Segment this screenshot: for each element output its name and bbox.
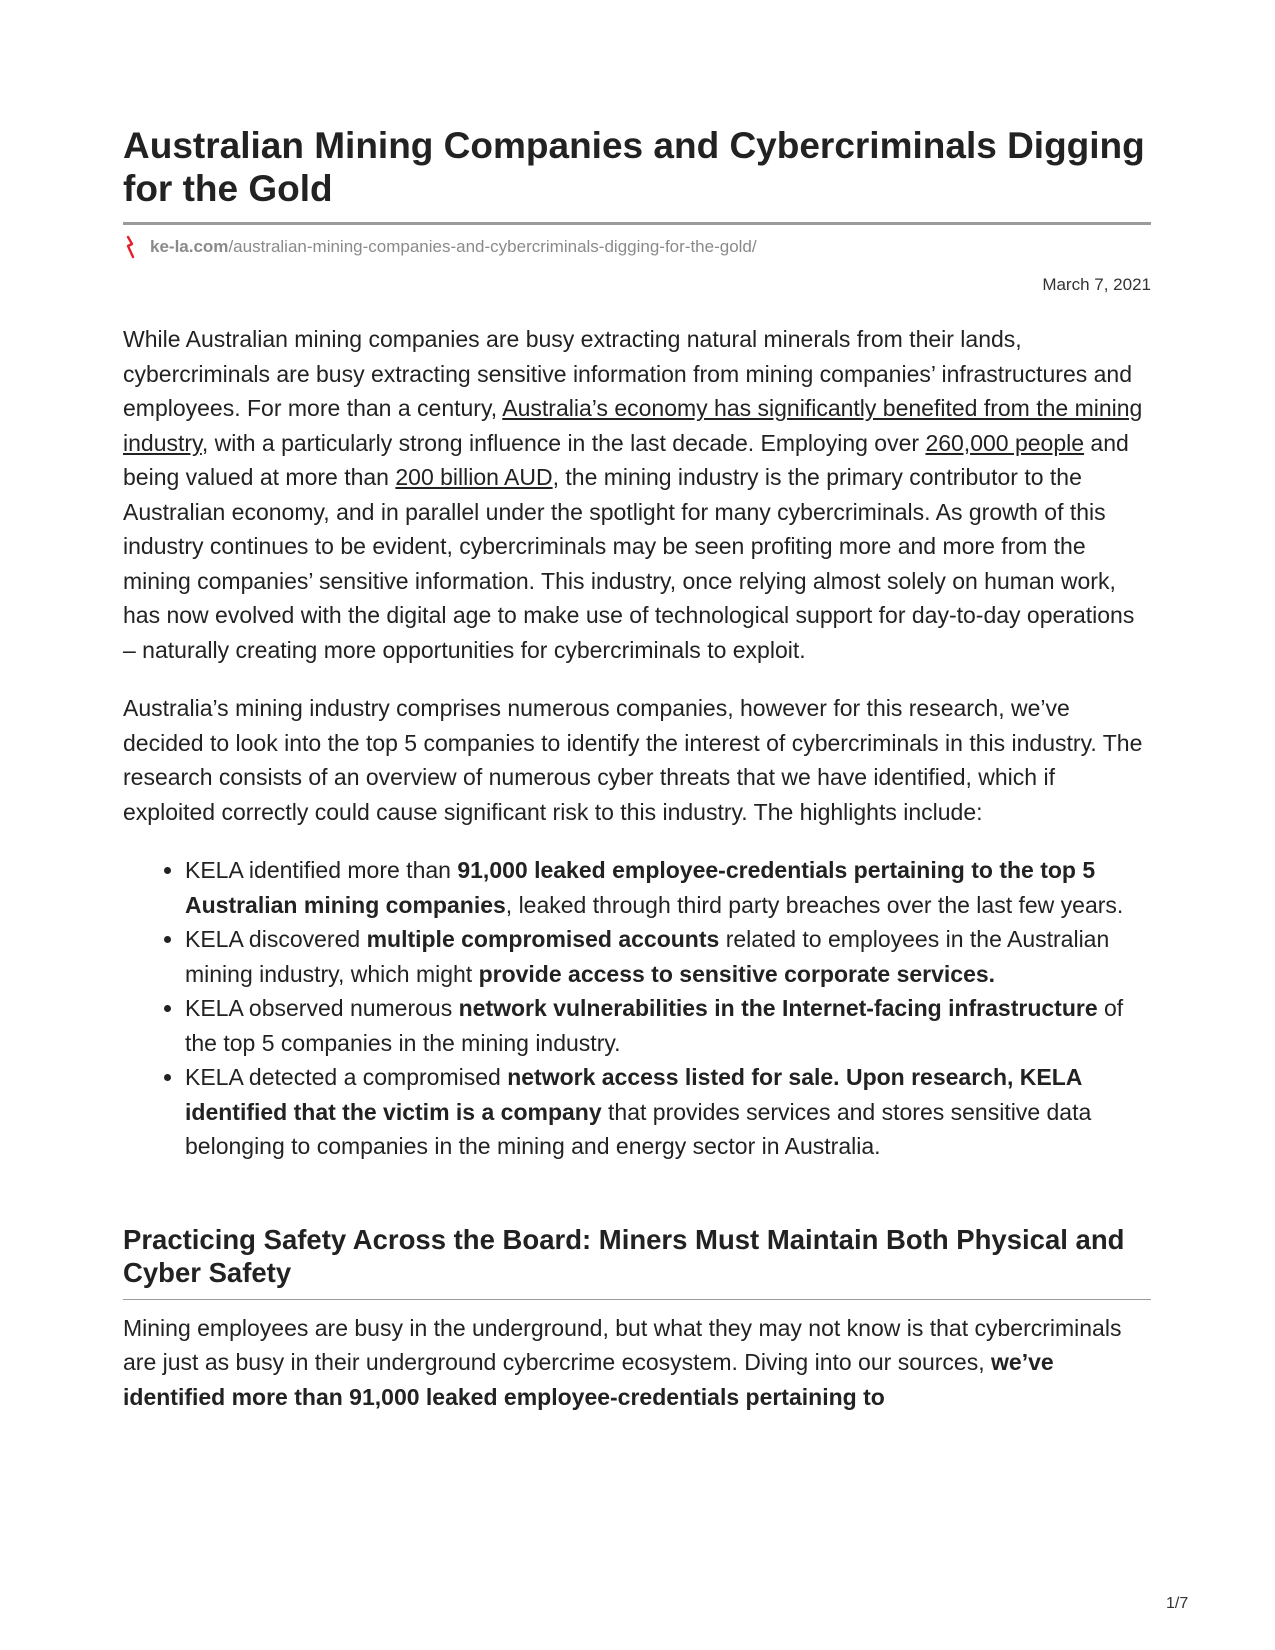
people-link[interactable]: 260,000 people	[925, 429, 1085, 456]
list-item	[185, 991, 1151, 1060]
economy-link[interactable]: Australia’s economy has significantly benefited from the mining industry	[123, 395, 1143, 456]
publish-date: March 7, 2021	[1042, 275, 1151, 294]
source-path[interactable]: /australian-mining-companies-and-cybercriminals-digging-for-the-gold/	[228, 237, 757, 256]
intro-text-1: While Australian mining companies are busy extracting natural minerals from their lands, cybercriminals are busy extracting sensitive information from mining companies’ infrastructures and employees. For more than a century,	[123, 326, 1133, 421]
title-divider	[123, 222, 1151, 225]
highlight-bold: multiple compromised accounts	[366, 926, 720, 952]
billion-link[interactable]: 200 billion AUD	[395, 464, 553, 490]
page-title: Australian Mining Companies and Cybercriminals Digging for the Gold	[123, 125, 1145, 209]
source-line[interactable]	[123, 235, 1151, 259]
highlight-text: related to employees in the Australian mining industry, which might	[185, 926, 1110, 987]
highlight-bold: provide access to sensitive corporate services.	[478, 960, 996, 987]
section-text: Mining employees are busy in the underground, but what they may not know is that cybercriminals are just as busy in their underground cybercrime ecosystem. Diving into our sources,	[123, 1314, 1122, 1375]
highlight-bold: network vulnerabilities in the Internet-facing infrastructure	[458, 995, 1098, 1021]
intro-text-2: , with a particularly strong influence in the last decade. Employing over	[201, 429, 926, 456]
section-heading: Practicing Safety Across the Board: Miners Must Maintain Both Physical and Cyber Safety	[123, 1223, 1125, 1288]
section-paragraph	[123, 1311, 1151, 1415]
arrow-source-icon	[123, 235, 139, 259]
section-bold: we’ve identified more than 91,000 leaked employee-credentials pertaining to	[123, 1349, 1054, 1410]
list-item	[185, 853, 1151, 922]
highlight-bold: network access listed for sale. Upon research, KELA identified that the victim is a company	[185, 1064, 1082, 1125]
highlight-text: , leaked through third party breaches over the last few years.	[505, 891, 1124, 918]
source-domain[interactable]: ke-la.com	[150, 237, 229, 256]
research-paragraph: Australia’s mining industry comprises numerous companies, however for this research, we’ve decided to look into the top 5 companies to identify the interest of cybercriminals in this industry. The research consists of an overview of numerous cyber threats that we have identified, which if exploited correctly could cause significant risk to this industry. The highlights include:	[123, 695, 1143, 825]
highlight-text: KELA identified more than	[185, 857, 458, 883]
intro-text-4: , the mining industry is the primary contributor to the Australian economy, and in parallel under the spotlight for many cybercriminals. As growth of this industry continues to be evident, cybercriminals may be seen profiting more and more from the mining companies’ sensitive information. This industry, once relying almost solely on human work, has now evolved with the digital age to make use of technological support for day-to-day operations – naturally creating more opportunities for cybercriminals to exploit.	[123, 464, 1135, 663]
highlight-text: KELA observed numerous	[185, 995, 459, 1021]
intro-text-3: and being valued at more than	[123, 429, 1129, 490]
page-number: 1/7	[1166, 1595, 1189, 1612]
highlight-text: KELA detected a compromised	[185, 1064, 508, 1090]
article	[123, 124, 1151, 1414]
highlight-bold: 91,000 leaked employee-credentials pertaining to the top 5 Australian mining companies	[185, 857, 1096, 918]
highlight-text: of the top 5 companies in the mining industry.	[185, 995, 1124, 1056]
list-item	[185, 1060, 1151, 1164]
intro-paragraph	[123, 322, 1151, 667]
section-divider	[123, 1299, 1151, 1300]
list-item	[185, 922, 1151, 991]
highlight-text: that provides services and stores sensitive data belonging to companies in the mining and energy sector in Australia.	[185, 1098, 1092, 1159]
highlight-text: KELA discovered	[185, 926, 367, 952]
highlights-list	[123, 853, 1151, 1164]
